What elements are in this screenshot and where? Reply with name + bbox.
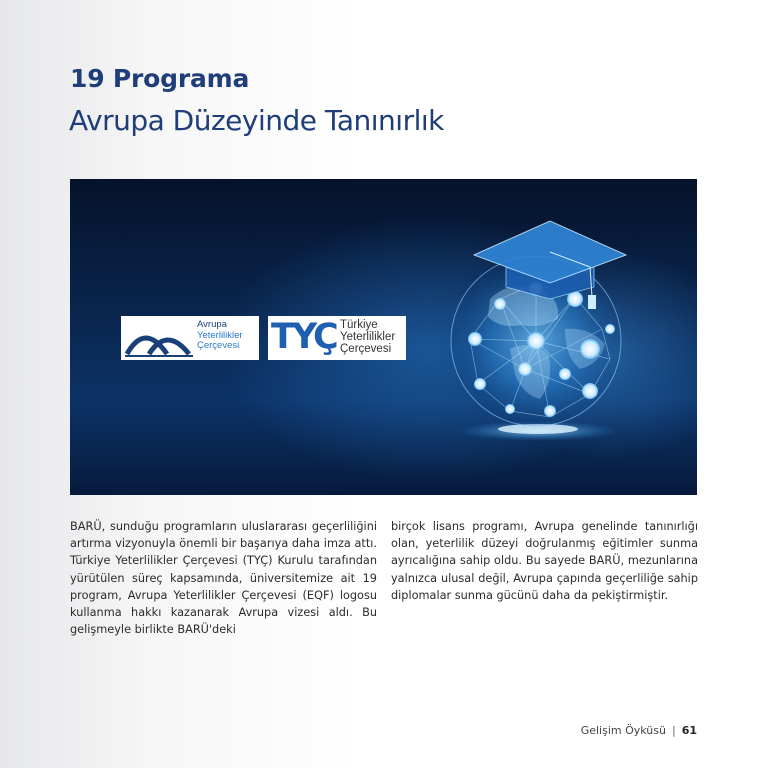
page-title: 19 Programa [70, 64, 250, 93]
hero-banner [70, 179, 697, 495]
eqf-logo-line3: Çerçevesi [197, 340, 240, 351]
page-number: 61 [681, 724, 697, 737]
eqf-logo-line2: Yeterlilikler [197, 329, 243, 341]
body-paragraph-right: birçok lisans programı, Avrupa genelinde tanınırlığı olan, yeterlilik düzeyi doğrulanmış eğitimler sunma ayrıcalığına sahip oldu. Bu sayede BARÜ, mezunlarına yalnızca ulusal değil, Avrupa çapında geçerliliğe sahip diplomalar sunma gücünü daha da pekiştirmiştir. [391, 520, 698, 602]
page-footer [581, 724, 697, 737]
tyc-logo-line1: Türkiye [340, 319, 378, 331]
eqf-arches-icon [123, 316, 195, 360]
footer-section-name: Gelişim Öyküsü [580, 724, 666, 737]
tyc-logo-mark: TYÇ [271, 317, 336, 357]
eqf-logo-line1: Avrupa [197, 319, 227, 330]
tyc-logo-line3: Çerçevesi [340, 343, 392, 355]
tyc-logo-line2: Yeterlilikler [340, 331, 396, 343]
footer-separator: | [671, 724, 676, 737]
eqf-logo [121, 316, 259, 360]
page-subtitle: Avrupa Düzeyinde Tanınırlık [69, 104, 444, 137]
tyc-logo [268, 316, 406, 360]
body-paragraph-left: BARÜ, sunduğu programların uluslararası geçerliliğini artırma vizyonuyla önemli bir başarıya daha imza attı. Türkiye Yeterlilikler Çerçevesi (TYÇ) Kurulu tarafından yürütülen süreç kapsamında, üniversitemize ait 19 program, Avrupa Yeterlilikler Çerçevesi (EQF) logosu kullanma hakkı kazanarak Avrupa vizesi aldı. Bu gelişmeyle birlikte BARÜ'deki [70, 520, 377, 637]
